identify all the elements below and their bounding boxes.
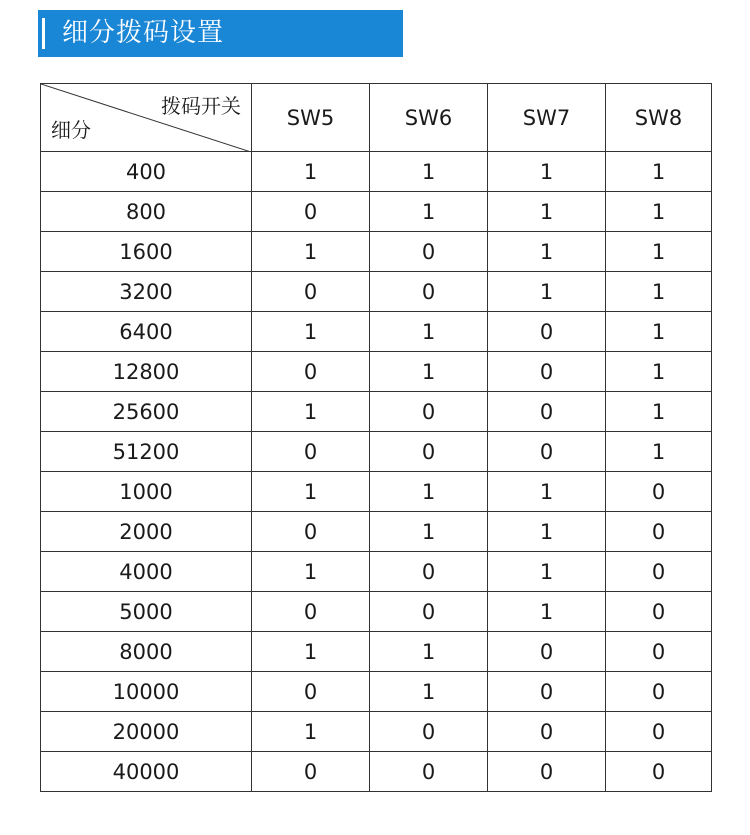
switch-state-cell: 1: [370, 672, 488, 712]
table-body: [41, 152, 712, 792]
corner-label-microstep: 细分: [51, 118, 91, 142]
microstep-value-cell: 8000: [41, 632, 252, 672]
switch-state-cell: 1: [488, 512, 606, 552]
table-row: [41, 352, 712, 392]
switch-state-cell: 0: [370, 752, 488, 792]
table-row: [41, 672, 712, 712]
table-row: [41, 152, 712, 192]
microstep-value-cell: 6400: [41, 312, 252, 352]
switch-state-cell: 0: [252, 752, 370, 792]
switch-state-cell: 1: [488, 592, 606, 632]
table-row: [41, 432, 712, 472]
microstep-value-cell: 10000: [41, 672, 252, 712]
table-row: [41, 752, 712, 792]
switch-state-cell: 1: [370, 512, 488, 552]
table-row: [41, 512, 712, 552]
microstep-value-cell: 5000: [41, 592, 252, 632]
table-row: [41, 632, 712, 672]
table-row: [41, 232, 712, 272]
switch-state-cell: 1: [488, 152, 606, 192]
table-row: [41, 272, 712, 312]
switch-state-cell: 1: [370, 472, 488, 512]
switch-state-cell: 0: [252, 592, 370, 632]
switch-state-cell: 1: [488, 272, 606, 312]
microstep-value-cell: 3200: [41, 272, 252, 312]
column-header: SW8: [606, 84, 712, 152]
microstep-value-cell: 4000: [41, 552, 252, 592]
switch-state-cell: 0: [252, 272, 370, 312]
switch-state-cell: 0: [370, 392, 488, 432]
switch-state-cell: 1: [252, 632, 370, 672]
switch-state-cell: 1: [252, 152, 370, 192]
switch-state-cell: 1: [606, 312, 712, 352]
microstep-value-cell: 400: [41, 152, 252, 192]
switch-state-cell: 0: [488, 752, 606, 792]
column-header: SW7: [488, 84, 606, 152]
switch-state-cell: 1: [252, 232, 370, 272]
switch-state-cell: 0: [252, 352, 370, 392]
switch-state-cell: 0: [606, 672, 712, 712]
switch-state-cell: 0: [606, 592, 712, 632]
switch-state-cell: 0: [252, 432, 370, 472]
switch-state-cell: 1: [370, 352, 488, 392]
table-header-row: [41, 84, 712, 152]
table-row: [41, 192, 712, 232]
switch-state-cell: 0: [370, 232, 488, 272]
table-row: [41, 592, 712, 632]
switch-state-cell: 1: [252, 552, 370, 592]
table-row: [41, 312, 712, 352]
table-row: [41, 552, 712, 592]
switch-state-cell: 1: [488, 232, 606, 272]
column-header: SW6: [370, 84, 488, 152]
switch-state-cell: 1: [252, 712, 370, 752]
switch-state-cell: 0: [370, 272, 488, 312]
switch-state-cell: 0: [488, 672, 606, 712]
switch-state-cell: 0: [488, 632, 606, 672]
switch-state-cell: 1: [606, 232, 712, 272]
microstep-value-cell: 51200: [41, 432, 252, 472]
column-header: SW5: [252, 84, 370, 152]
switch-state-cell: 1: [370, 192, 488, 232]
section-header: [38, 10, 403, 57]
switch-state-cell: 0: [488, 432, 606, 472]
table-row: [41, 472, 712, 512]
switch-state-cell: 0: [606, 632, 712, 672]
microstep-value-cell: 40000: [41, 752, 252, 792]
switch-state-cell: 0: [370, 712, 488, 752]
header-accent-bar: [42, 18, 45, 49]
switch-state-cell: 0: [488, 312, 606, 352]
switch-state-cell: 0: [252, 672, 370, 712]
dip-switch-table: [40, 83, 712, 792]
table-corner-cell: [41, 84, 252, 152]
switch-state-cell: 0: [370, 592, 488, 632]
microstep-value-cell: 20000: [41, 712, 252, 752]
switch-state-cell: 1: [252, 312, 370, 352]
switch-state-cell: 1: [488, 472, 606, 512]
switch-state-cell: 1: [370, 632, 488, 672]
switch-state-cell: 0: [370, 552, 488, 592]
switch-state-cell: 0: [606, 472, 712, 512]
switch-state-cell: 1: [606, 272, 712, 312]
switch-state-cell: 0: [606, 512, 712, 552]
switch-state-cell: 1: [606, 152, 712, 192]
corner-label-switch: 拨码开关: [161, 94, 241, 118]
switch-state-cell: 0: [252, 192, 370, 232]
microstep-value-cell: 25600: [41, 392, 252, 432]
table-row: [41, 392, 712, 432]
switch-state-cell: 0: [606, 752, 712, 792]
switch-state-cell: 0: [488, 352, 606, 392]
switch-state-cell: 1: [606, 392, 712, 432]
switch-state-cell: 1: [252, 472, 370, 512]
switch-state-cell: 1: [252, 392, 370, 432]
switch-state-cell: 0: [252, 512, 370, 552]
microstep-value-cell: 1000: [41, 472, 252, 512]
microstep-value-cell: 2000: [41, 512, 252, 552]
switch-state-cell: 1: [606, 192, 712, 232]
microstep-value-cell: 12800: [41, 352, 252, 392]
switch-state-cell: 0: [488, 712, 606, 752]
microstep-value-cell: 800: [41, 192, 252, 232]
switch-state-cell: 1: [606, 352, 712, 392]
switch-state-cell: 0: [606, 712, 712, 752]
switch-state-cell: 0: [606, 552, 712, 592]
microstep-value-cell: 1600: [41, 232, 252, 272]
switch-state-cell: 1: [606, 432, 712, 472]
switch-state-cell: 1: [488, 192, 606, 232]
section-title: 细分拨码设置: [62, 18, 225, 48]
switch-state-cell: 0: [370, 432, 488, 472]
table-row: [41, 712, 712, 752]
switch-state-cell: 0: [488, 392, 606, 432]
switch-state-cell: 1: [488, 552, 606, 592]
switch-state-cell: 1: [370, 312, 488, 352]
switch-state-cell: 1: [370, 152, 488, 192]
